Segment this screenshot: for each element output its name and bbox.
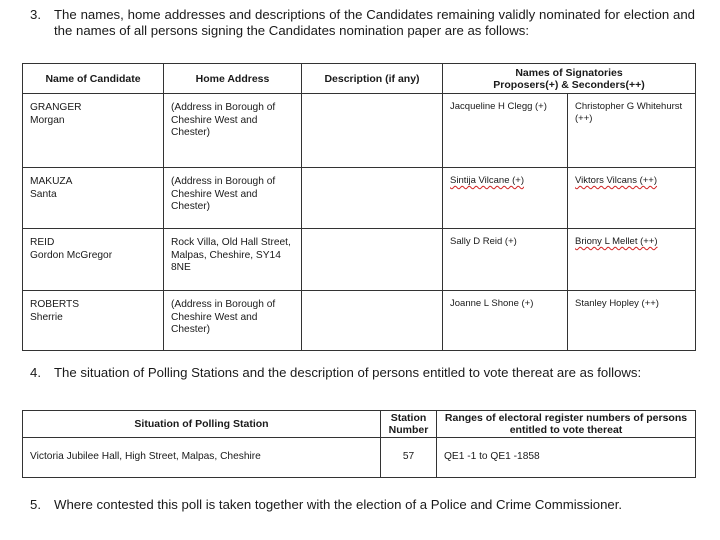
seconder-name: Christopher G Whitehurst (++) — [575, 101, 683, 124]
candidate-forenames: Morgan — [30, 114, 65, 126]
polling-situation: Victoria Jubilee Hall, High Street, Malpas, Cheshire — [23, 438, 381, 478]
header-station-number: Station Number — [381, 411, 437, 438]
header-signatories — [443, 64, 696, 94]
candidate-forenames: Sherrie — [30, 311, 63, 323]
candidate-name — [23, 229, 163, 262]
seconder-name: Briony L Mellet (++) — [575, 236, 658, 247]
section-3-text: The names, home addresses and descriptions of the Candidates remaining validly nominated for election and the names of all persons signing the Candidates nomination paper are as follows: — [54, 7, 695, 38]
candidate-name — [23, 291, 163, 324]
proposer-name: Jacqueline H Clegg (+) — [450, 101, 547, 112]
header-signatories-line2: Proposers(+) & Seconders(++) — [493, 78, 645, 91]
polling-station-number: 57 — [381, 438, 437, 478]
proposer-name: Sintija Vilcane (+) — [450, 175, 525, 186]
table-row — [23, 229, 696, 291]
header-description: Description (if any) — [302, 64, 443, 94]
candidate-address: (Address in Borough of Cheshire West and Chester) — [171, 176, 276, 212]
section-4-number: 4. — [30, 365, 41, 380]
header-ranges: Ranges of electoral register numbers of persons entitled to vote thereat — [437, 411, 696, 438]
header-signatories-line1: Names of Signatories — [515, 66, 623, 79]
seconder-name: Stanley Hopley (++) — [575, 298, 659, 309]
header-situation: Situation of Polling Station — [23, 411, 381, 438]
candidate-address: Rock Villa, Old Hall Street, Malpas, Cheshire, SY14 8NE — [171, 237, 291, 273]
table-row — [23, 291, 696, 351]
table-row — [23, 438, 696, 478]
polling-ranges: QE1 -1 to QE1 -1858 — [437, 438, 696, 478]
candidate-address: (Address in Borough of Cheshire West and Chester) — [171, 299, 276, 335]
candidate-address: (Address in Borough of Cheshire West and Chester) — [171, 102, 276, 138]
candidate-description — [302, 291, 442, 299]
candidate-surname: GRANGER — [30, 102, 82, 113]
table-row — [23, 168, 696, 229]
section-5-number: 5. — [30, 497, 41, 512]
candidate-name — [23, 168, 163, 201]
candidate-forenames: Santa — [30, 188, 57, 200]
table-row — [23, 94, 696, 168]
polling-header-row — [23, 411, 696, 438]
section-3-paragraph — [30, 7, 695, 38]
section-3-number: 3. — [30, 7, 41, 22]
candidates-table — [22, 63, 696, 351]
polling-stations-table — [22, 410, 696, 478]
section-5-paragraph — [30, 497, 695, 513]
header-name-of-candidate: Name of Candidate — [23, 64, 164, 94]
candidate-surname: ROBERTS — [30, 299, 80, 310]
section-4-text: The situation of Polling Stations and the description of persons entitled to vote thereat are as follows: — [54, 365, 642, 380]
candidate-description — [302, 94, 442, 102]
header-home-address: Home Address — [164, 64, 302, 94]
section-5-text: Where contested this poll is taken together with the election of a Police and Crime Commissioner. — [54, 497, 623, 512]
proposer-name: Joanne L Shone (+) — [450, 298, 534, 309]
candidate-surname: MAKUZA — [30, 176, 73, 187]
candidates-header-row — [23, 64, 696, 94]
candidate-surname: REID — [30, 237, 55, 248]
seconder-name: Viktors Vilcans (++) — [575, 175, 658, 186]
candidate-description — [302, 168, 442, 176]
candidate-forenames: Gordon McGregor — [30, 249, 113, 261]
candidate-description — [302, 229, 442, 237]
proposer-name: Sally D Reid (+) — [450, 236, 517, 247]
section-4-paragraph — [30, 365, 695, 381]
candidate-name — [23, 94, 163, 127]
